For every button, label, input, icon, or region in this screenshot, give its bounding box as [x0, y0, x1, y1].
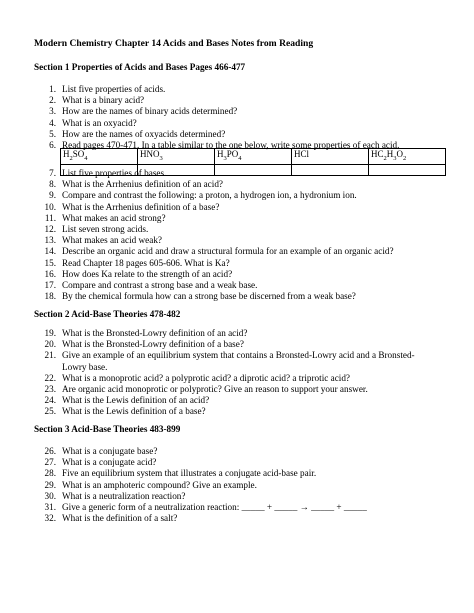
section-1-questions [34, 84, 399, 151]
list-item: 11. What makes an acid strong? [44, 212, 166, 223]
table-header-row [61, 149, 446, 165]
list-item: 21. Give an example of an equilibrium system that contains a Bronsted-Lowry acid and a Bronsted- Lowry base. [44, 350, 415, 372]
list-item: 27. What is a conjugate acid? [44, 457, 157, 468]
section-2-heading: Section 2 Acid-Base Theories 478-482 [34, 309, 181, 319]
table-header-cell: $HC_2H_3O_2$ [369, 149, 446, 165]
list-item: 31. Give a generic form of a neutralization reaction: _____ + _____ → _____ + _____ [44, 502, 367, 513]
list-item: 18. By the chemical formula how can a strong base be discerned from a weak base? [44, 291, 356, 302]
list-item: 10. What is the Arrhenius definition of a base? [44, 201, 220, 212]
list-item: 30. What is a neutralization reaction? [44, 490, 186, 501]
list-item: 15. Read Chapter 18 pages 605-606. What is Ka? [44, 257, 230, 268]
list-item: 16. How does Ka relate to the strength of an acid? [44, 268, 233, 279]
list-item: 2. What is a binary acid? [49, 95, 145, 106]
section-1-heading: Section 1 Properties of Acids and Bases Pages 466-477 [34, 62, 246, 72]
list-item: 25. What is the Lewis definition of a base? [44, 406, 206, 417]
list-item: 12. List seven strong acids. [44, 224, 149, 235]
table-header-cell: $HNO_3$ [138, 149, 215, 165]
list-item: 29. What is an amphoteric compound? Give an example. [44, 479, 257, 490]
table-header-cell: HCl [292, 149, 369, 165]
section-1-questions-continued [34, 168, 394, 302]
list-item: 19. What is the Bronsted-Lowry definition of an acid? [44, 328, 248, 338]
list-item: 20. What is the Bronsted-Lowry definition of a base? [44, 339, 244, 350]
list-item: 17. Compare and contrast a strong base and a weak base. [44, 280, 258, 291]
list-item: 1. List five properties of acids. [49, 84, 166, 94]
list-item: 14. Describe an organic acid and draw a structural formula for an example of an organic acid? [44, 246, 394, 257]
list-item: 24. What is the Lewis definition of an acid? [44, 395, 210, 406]
list-item: 22. What is a monoprotic acid? a polyprotic acid? a diprotic acid? a triprotic acid? [44, 372, 351, 383]
list-item: 7. List five properties of bases. [49, 168, 167, 178]
section-3-heading: Section 3 Acid-Base Theories 483-899 [34, 424, 181, 434]
list-item: 3. How are the names of binary acids determined? [49, 106, 238, 117]
list-item: 28. Five an equilibrium system that illustrates a conjugate acid-base pair. [44, 468, 317, 479]
list-item: 8. What is the Arrhenius definition of an acid? [49, 179, 223, 190]
list-item: 4. What is an oxyacid? [49, 117, 137, 128]
document-title: Modern Chemistry Chapter 14 Acids and Bases Notes from Reading [34, 38, 314, 49]
section-3-questions [34, 446, 367, 524]
list-item: 9. Compare and contrast the following: a proton, a hydrogen ion, a hydronium ion. [49, 190, 357, 201]
table-header-cell: $H_2SO_4$ [61, 149, 138, 165]
list-item: 5. How are the names of oxyacids determined? [49, 128, 226, 139]
list-item: 26. What is a conjugate base? [44, 446, 158, 456]
list-item: 6. Read pages 470-471. In a table similar to the one below, write some properties of each acid. [49, 140, 400, 151]
list-item: 13. What makes an acid weak? [44, 235, 162, 246]
table-header-cell: $H_3PO_4$ [215, 149, 292, 165]
list-item: 32. What is the definition of a salt? [44, 513, 178, 524]
section-2-questions [34, 328, 415, 418]
list-item: 23. Are organic acid monoprotic or polyprotic? Give an reason to support your answer. [44, 384, 368, 395]
